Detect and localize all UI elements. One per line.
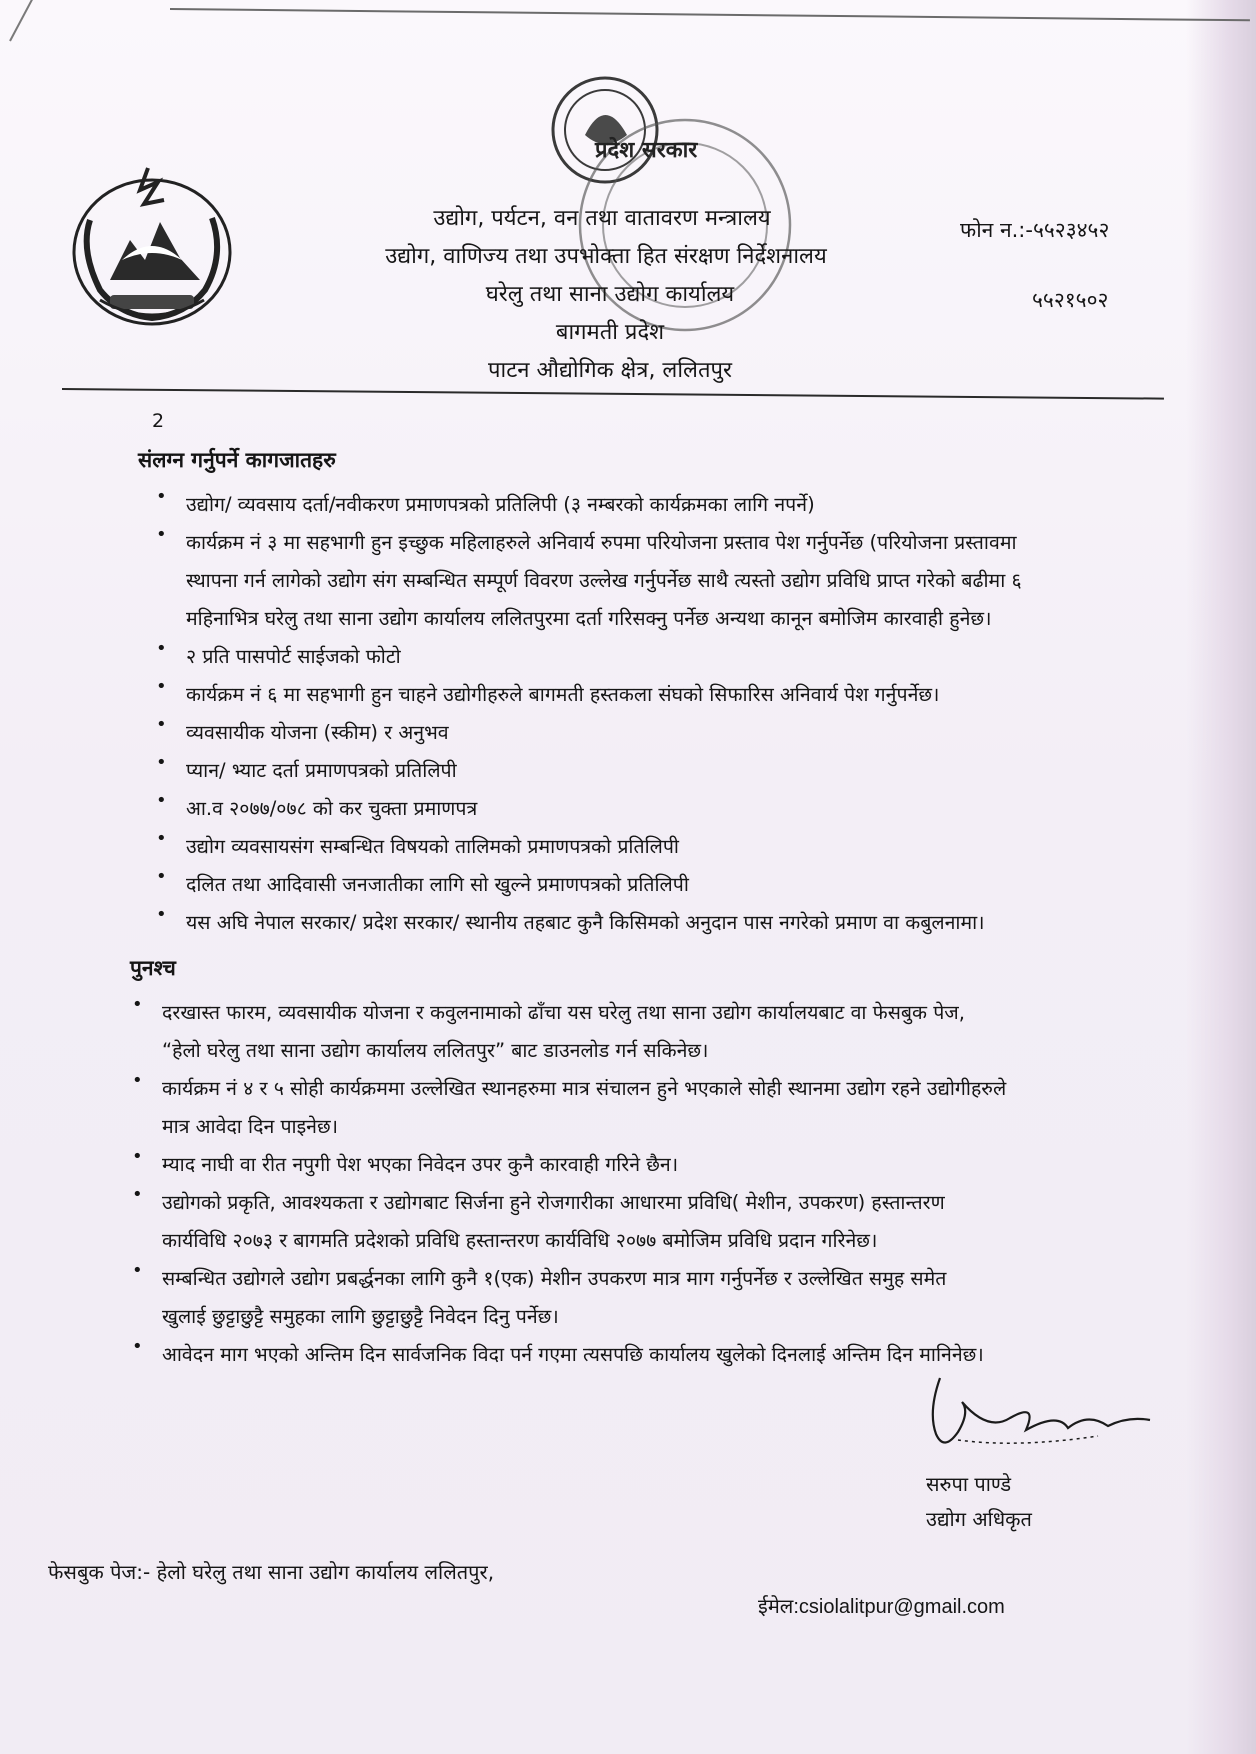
bullet-icon: • xyxy=(156,904,167,925)
stamp-heading: प्रदेश सरकार xyxy=(595,138,698,163)
bullet-icon: • xyxy=(132,1336,143,1357)
phone-number-1: फोन न.:-५५२३४५२ xyxy=(960,218,1110,242)
list-item-line: व्यवसायीक योजना (स्कीम) र अनुभव xyxy=(186,721,449,744)
list-item xyxy=(132,1184,1006,1260)
paper-edge-shadow xyxy=(1186,0,1256,1754)
bullet-icon: • xyxy=(156,524,167,545)
bullet-icon: • xyxy=(156,714,167,735)
page-number: 2 xyxy=(152,410,165,432)
nepal-emblem-icon xyxy=(60,160,240,330)
list-item xyxy=(156,676,1022,714)
list-item xyxy=(156,714,1022,752)
list-item-line: म्याद नाघी वा रीत नपुगी पेश भएका निवेदन उपर कुनै कारवाही गरिने छैन। xyxy=(162,1153,679,1176)
list-item xyxy=(132,1336,1006,1374)
signatory-title: उद्योग अधिकृत xyxy=(926,1507,1032,1531)
paper-fold-line xyxy=(170,8,1250,21)
list-item xyxy=(156,638,1022,676)
list-item xyxy=(132,1146,1006,1184)
province-name: बागमती प्रदेश xyxy=(555,320,665,345)
list-item xyxy=(156,524,1022,638)
list-item-line: आ.व २०७७/०७८ को कर चुक्ता प्रमाणपत्र xyxy=(186,797,478,820)
list-item xyxy=(156,904,1022,942)
list-item xyxy=(132,994,1006,1070)
phone-number-2: ५५२१५०२ xyxy=(1032,288,1109,312)
list-item-line: उद्योगको प्रकृति, आवश्यकता र उद्योगबाट सिर्जना हुने रोजगारीका आधारमा प्रविधि( मेशीन, उपकरण) हस्तान्तरण xyxy=(162,1191,945,1214)
list-item-line: सम्बन्धित उद्योगले उद्योग प्रबर्द्धनका लागि कुनै १(एक) मेशीन उपकरण मात्र माग गर्नुपर्नेछ र उल्लेखित समुह समेत xyxy=(162,1267,947,1290)
list-item xyxy=(156,866,1022,904)
facebook-page-text: फेसबुक पेज:- हेलो घरेलु तथा साना उद्योग कार्यालय ललितपुर, xyxy=(48,1560,495,1584)
list-item xyxy=(156,828,1022,866)
bullet-icon: • xyxy=(156,486,167,507)
directorate-name: उद्योग, वाणिज्य तथा उपभोक्ता हित संरक्षण निर्देशनालय xyxy=(385,244,827,269)
bullet-icon: • xyxy=(156,752,167,773)
notes-list xyxy=(132,994,1007,1374)
list-item-line: स्थापना गर्न लागेको उद्योग संग सम्बन्धित सम्पूर्ण विवरण उल्लेख गर्नुपर्नेछ साथै त्यस्तो उद्योग प्रविधि प्राप्त गरेको बढीमा ६ xyxy=(186,569,1022,592)
bullet-icon: • xyxy=(156,790,167,811)
bullet-icon: • xyxy=(132,1184,143,1205)
office-address: पाटन औद्योगिक क्षेत्र, ललितपुर xyxy=(488,358,732,383)
bullet-icon: • xyxy=(156,828,167,849)
bullet-icon: • xyxy=(132,1070,143,1091)
bullet-icon: • xyxy=(156,638,167,659)
list-item xyxy=(156,790,1022,828)
email-text: ईमेल:csiolalitpur@gmail.com xyxy=(758,1596,1005,1618)
list-item-line: प्यान/ भ्याट दर्ता प्रमाणपत्रको प्रतिलिपी xyxy=(186,759,457,782)
office-name: घरेलु तथा साना उद्योग कार्यालय xyxy=(485,282,735,307)
paper-fold-line xyxy=(9,0,123,41)
list-item-line: दलित तथा आदिवासी जनजातीका लागि सो खुल्ने प्रमाणपत्रको प्रतिलिपी xyxy=(186,873,689,896)
list-item xyxy=(156,752,1022,790)
bullet-icon: • xyxy=(156,866,167,887)
list-item-line: आवेदन माग भएको अन्तिम दिन सार्वजनिक विदा पर्न गएमा त्यसपछि कार्यालय खुलेको दिनलाई अन्तिम दिन मानिनेछ। xyxy=(162,1343,984,1366)
list-item-line: कार्यक्रम नं ३ मा सहभागी हुन इच्छुक महिलाहरुले अनिवार्य रुपमा परियोजना प्रस्ताव पेश गर्नुपर्नेछ (परियोजना प्रस्तावमा xyxy=(186,531,1017,554)
list-item-line: २ प्रति पासपोर्ट साईजको फोटो xyxy=(186,645,401,668)
list-item-line: महिनाभित्र घरेलु तथा साना उद्योग कार्यालय ललितपुरमा दर्ता गरिसक्नु पर्नेछ अन्यथा कानून बमोजिम कारवाही हुनेछ। xyxy=(186,607,992,630)
list-item-line: दरखास्त फारम, व्यवसायीक योजना र कवुलनामाको ढाँचा यस घरेलु तथा साना उद्योग कार्यालयबाट वा फेसबुक पेज, xyxy=(162,1001,965,1024)
attachments-list xyxy=(156,486,1022,942)
bullet-icon: • xyxy=(156,676,167,697)
ministry-name: उद्योग, पर्यटन, वन तथा वातावरण मन्त्रालय xyxy=(433,206,771,231)
list-item-line: कार्यविधि २०७३ र बागमति प्रदेशको प्रविधि हस्तान्तरण कार्यविधि २०७७ बमोजिम प्रविधि प्रदान गरिनेछ। xyxy=(162,1229,878,1252)
list-item-line: “हेलो घरेलु तथा साना उद्योग कार्यालय ललितपुर” बाट डाउनलोड गर्न सकिनेछ। xyxy=(162,1039,709,1062)
list-item xyxy=(132,1070,1007,1146)
bullet-icon: • xyxy=(132,1260,143,1281)
letterhead xyxy=(300,200,920,390)
list-item-line: उद्योग व्यवसायसंग सम्बन्धित विषयको तालिमको प्रमाणपत्रको प्रतिलिपी xyxy=(186,835,679,858)
list-item-line: उद्योग/ व्यवसाय दर्ता/नवीकरण प्रमाणपत्रको प्रतिलिपी (३ नम्बरको कार्यक्रमका लागि नपर्ने) xyxy=(186,493,815,516)
signatory-name: सरुपा पाण्डे xyxy=(926,1472,1012,1496)
list-item-line: कार्यक्रम नं ६ मा सहभागी हुन चाहने उद्योगीहरुले बागमती हस्तकला संघको सिफारिस अनिवार्य पेश गर्नुपर्नेछ। xyxy=(186,683,940,706)
list-item-line: कार्यक्रम नं ४ र ५ सोही कार्यक्रममा उल्लेखित स्थानहरुमा मात्र संचालन हुने भएकाले सोही स्थानमा उद्योग रहने उद्योगीहरुले xyxy=(162,1077,1007,1100)
list-item xyxy=(156,486,1022,524)
notes-heading: पुनश्च xyxy=(130,956,176,980)
list-item xyxy=(132,1260,1006,1336)
attachments-heading: संलग्न गर्नुपर्ने कागजातहरु xyxy=(138,448,336,472)
list-item-line: खुलाई छुट्टाछुट्टै समुहका लागि छुट्टाछुट्टै निवेदन दिनु पर्नेछ। xyxy=(162,1305,559,1328)
list-item-line: मात्र आवेदा दिन पाइनेछ। xyxy=(162,1115,339,1138)
list-item-line: यस अघि नेपाल सरकार/ प्रदेश सरकार/ स्थानीय तहबाट कुनै किसिमको अनुदान पास नगरेको प्रमाण वा कबुलनामा। xyxy=(186,911,985,934)
bullet-icon: • xyxy=(132,1146,143,1167)
bullet-icon: • xyxy=(132,994,143,1015)
handwritten-signature xyxy=(918,1372,1158,1462)
